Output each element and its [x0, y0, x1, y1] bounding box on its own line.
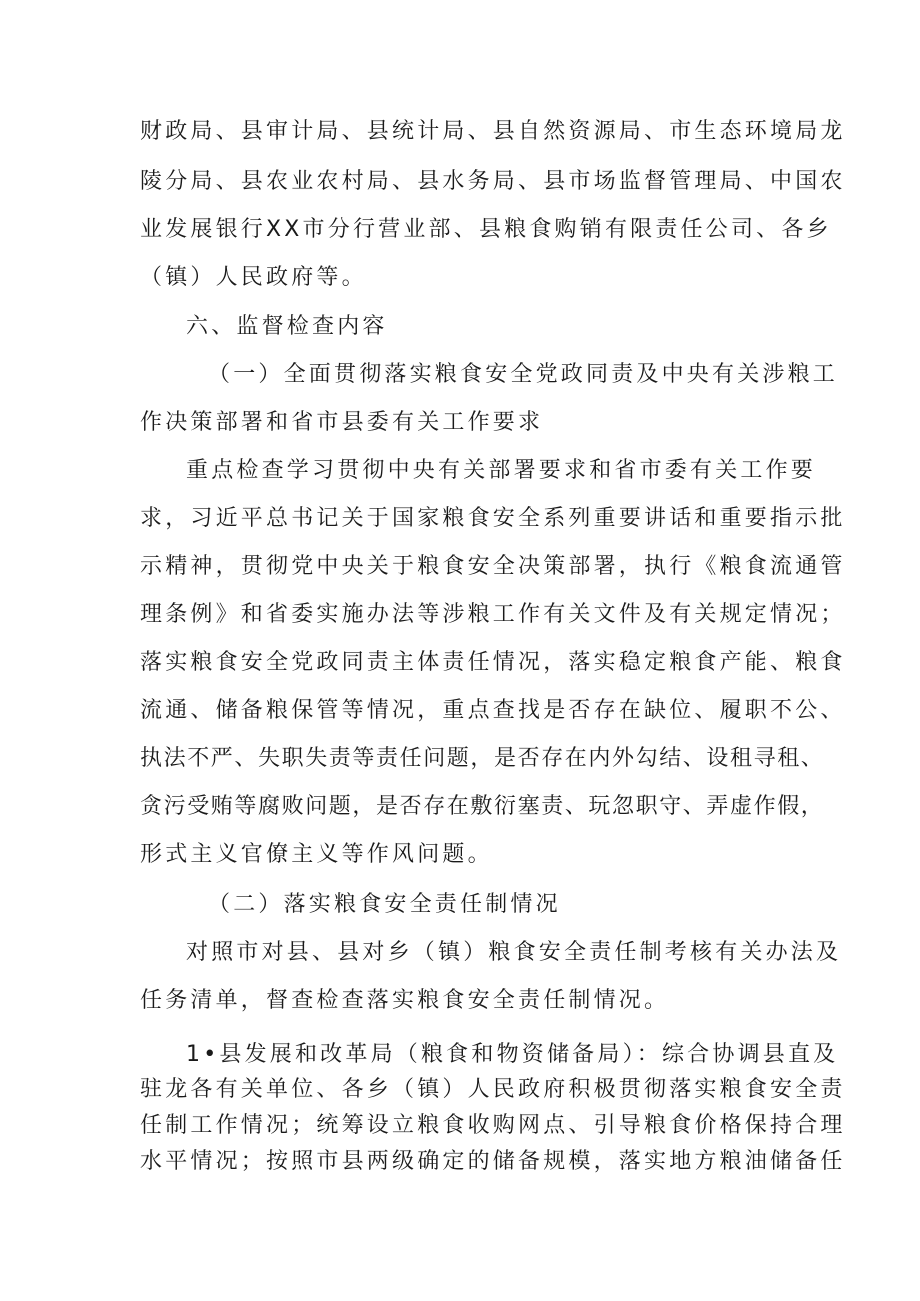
- subsection-heading: 作决策部署和省市县委有关工作要求: [140, 410, 544, 435]
- text-line: 执法不严、失职失责等责任问题，是否存在内外勾结、设租寻租、: [140, 746, 825, 771]
- text-line: 任制工作情况；统筹设立粮食收购网点、引导粮食价格保持合理: [140, 1113, 846, 1138]
- text-line: 水平情况；按照市县两级确定的储备规模，落实地方粮油储备任: [140, 1149, 846, 1174]
- text-line: 驻龙各有关单位、各乡（镇）人民政府积极贯彻落实粮食安全责: [140, 1077, 846, 1102]
- text-line: 财政局、县审计局、县统计局、县自然资源局、市生态环境局龙: [140, 119, 846, 144]
- subsection-heading: （一）全面贯彻落实粮食安全党政同责及中央有关涉粮工: [208, 362, 839, 387]
- text-line: 形式主义官僚主义等作风问题。: [140, 842, 493, 867]
- text-line: 任务清单，督查检查落实粮食安全责任制情况。: [140, 988, 670, 1013]
- text-line: 业发展银行XX市分行营业部、县粮食购销有限责任公司、各乡: [140, 217, 832, 242]
- section-heading: 六、监督检查内容: [186, 314, 388, 339]
- text-line: 对照市对县、县对乡（镇）粮食安全责任制考核有关办法及: [186, 940, 842, 965]
- text-line: 求，习近平总书记关于国家粮食安全系列重要讲话和重要指示批: [140, 506, 846, 531]
- text-line: 流通、储备粮保管等情况，重点查找是否存在缺位、履职不公、: [140, 698, 846, 723]
- text-line: 示精神，贯彻党中央关于粮食安全决策部署，执行《粮食流通管: [140, 554, 846, 579]
- text-line: 重点检查学习贯彻中央有关部署要求和省市委有关工作要: [186, 458, 817, 483]
- text-line: 1•县发展和改革局（粮食和物资储备局）：综合协调县直及: [186, 1042, 839, 1067]
- text-line: （镇）人民政府等。: [140, 265, 367, 290]
- text-line: 理条例》和省委实施办法等涉粮工作有关文件及有关规定情况；: [140, 602, 846, 627]
- subsection-heading: （二）落实粮食安全责任制情况: [208, 892, 561, 917]
- text-line: 贪污受贿等腐败问题，是否存在敷衍塞责、玩忽职守、弄虚作假，: [140, 794, 825, 819]
- text-line: 陵分局、县农业农村局、县水务局、县市场监督管理局、中国农: [140, 169, 846, 194]
- text-line: 落实粮食安全党政同责主体责任情况，落实稳定粮食产能、粮食: [140, 650, 846, 675]
